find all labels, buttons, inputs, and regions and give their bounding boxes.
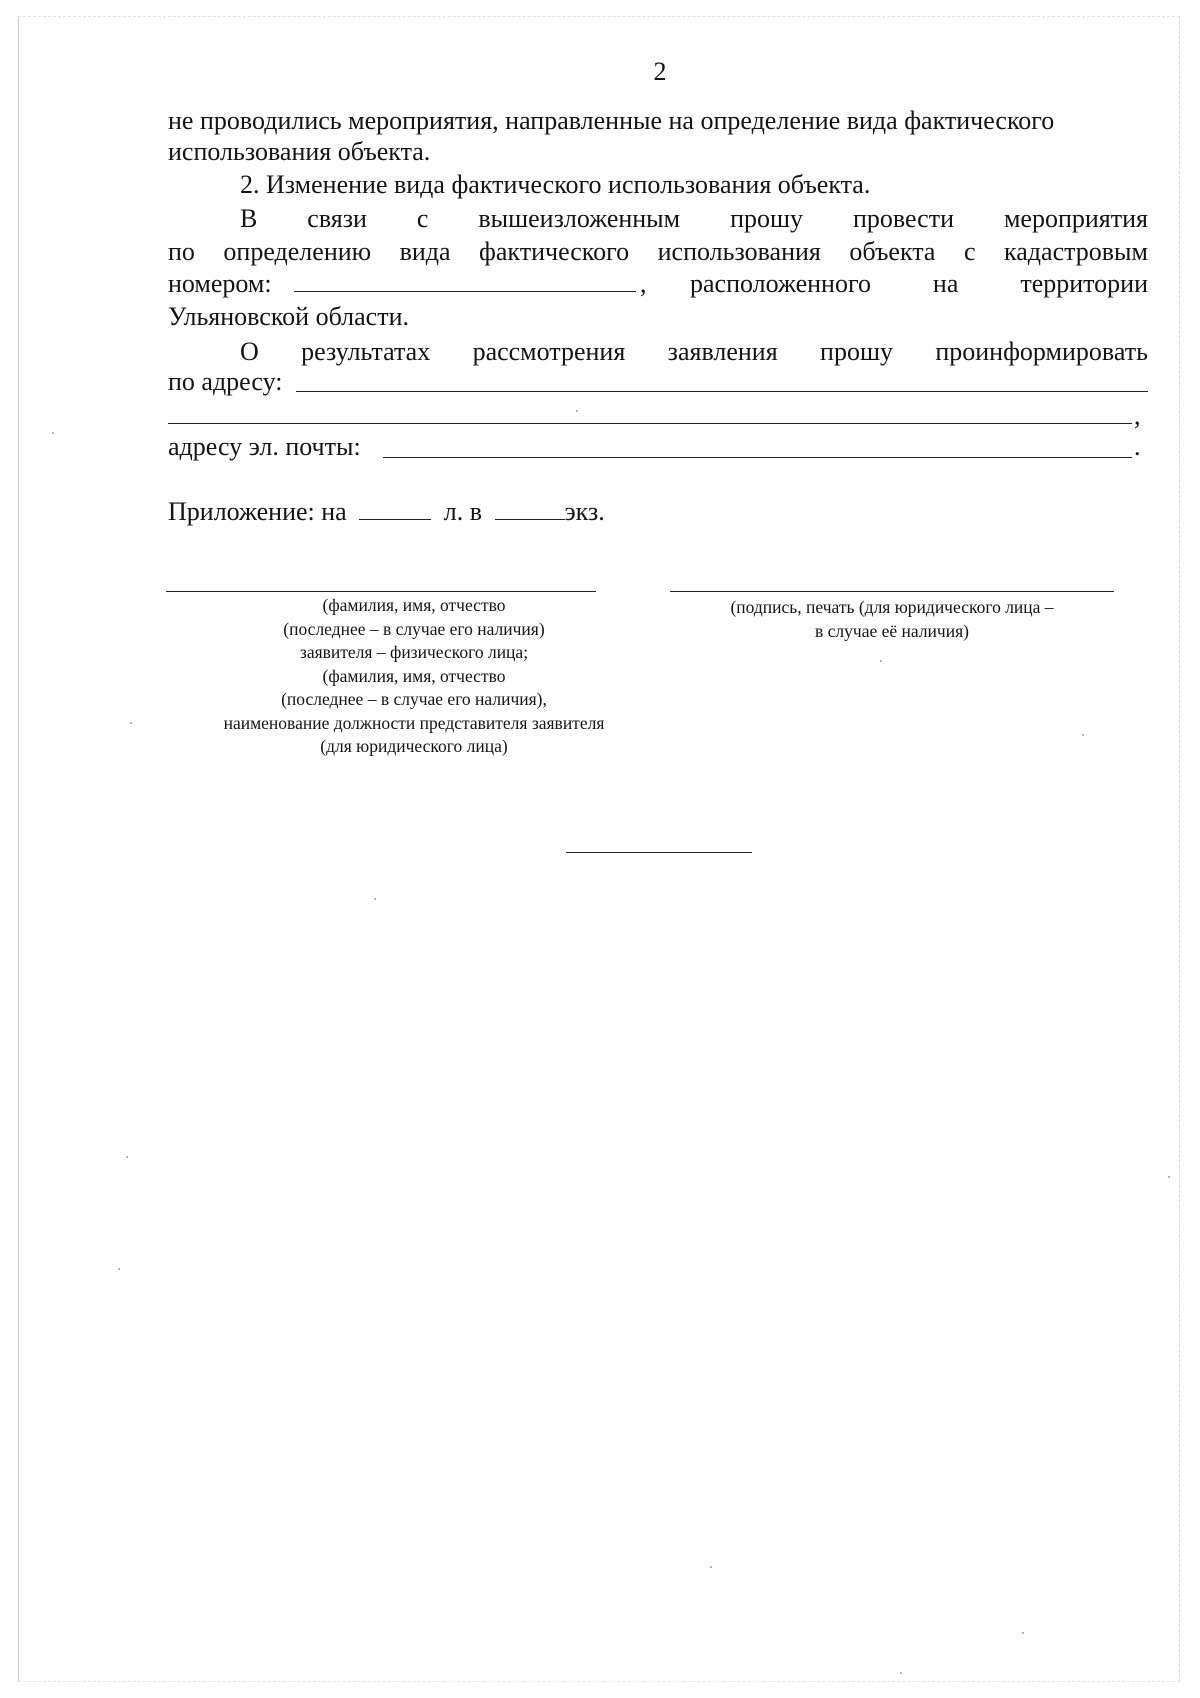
scan-speck <box>576 410 578 412</box>
word: прошу <box>820 337 893 366</box>
word: объекта <box>849 237 936 266</box>
paragraph-line-1: не проводились мероприятия, направленные на определение вида фактического <box>168 106 1055 135</box>
caption-line: (фамилия, имя, отчество <box>322 665 506 686</box>
word: на <box>932 269 959 298</box>
scan-speck <box>118 1268 120 1270</box>
scan-speck <box>900 1672 902 1674</box>
caption-line: (последнее – в случае его наличия), <box>281 689 547 709</box>
caption-line: (для юридического лица) <box>320 736 508 756</box>
right-signature-caption <box>670 596 1114 643</box>
end-divider <box>566 852 752 853</box>
section-heading: 2. Изменение вида фактического использования объекта. <box>240 170 871 199</box>
word: рассмотрения <box>472 337 626 366</box>
caption-line: (фамилия, имя, отчество <box>322 595 506 615</box>
scan-speck <box>710 1566 712 1568</box>
caption-line: (подпись, печать (для юридического лица – <box>730 597 1054 617</box>
paragraph-line-4 <box>240 203 1148 234</box>
paragraph-line-5 <box>168 236 1148 267</box>
caption-line: в случае её наличия) <box>815 620 969 641</box>
word: фактического <box>479 237 630 266</box>
scan-speck <box>1082 734 1084 736</box>
address-field-line-2[interactable] <box>168 423 1132 424</box>
comma: , <box>640 269 647 298</box>
attachment-mid: л. в <box>443 497 482 526</box>
word: прошу <box>730 204 803 233</box>
address-field-line-1[interactable] <box>296 391 1148 392</box>
word: провести <box>852 204 954 233</box>
scan-speck <box>880 660 882 662</box>
word: расположенного <box>690 269 871 298</box>
sheets-count-field[interactable] <box>359 497 431 520</box>
word: кадастровым <box>1004 237 1148 266</box>
comma: , <box>1134 401 1141 430</box>
word: с <box>416 204 429 233</box>
address-label: по адресу: <box>168 367 283 396</box>
paragraph-line-7: Ульяновской области. <box>168 302 409 331</box>
word: вида <box>399 237 451 266</box>
scan-speck <box>1022 1632 1024 1634</box>
paragraph-line-8 <box>240 336 1148 367</box>
word: мероприятия <box>1003 204 1148 233</box>
scan-speck <box>126 1156 128 1158</box>
email-field[interactable] <box>383 457 1132 458</box>
scan-speck <box>1168 1176 1170 1178</box>
scan-speck <box>130 722 132 724</box>
word: территории <box>1020 269 1148 298</box>
word: связи <box>307 204 367 233</box>
attachment-suffix: экз. <box>564 497 605 526</box>
page-number: 2 <box>653 57 667 86</box>
word: по <box>168 237 195 266</box>
word: О <box>240 337 259 366</box>
cadastral-label: номером: <box>168 269 272 298</box>
copies-count-field[interactable] <box>495 497 565 520</box>
word: вышеизложенным <box>478 204 681 233</box>
attachment-line <box>168 496 1148 527</box>
attachment-prefix: Приложение: на <box>168 497 347 526</box>
word: проинформировать <box>935 337 1148 366</box>
paragraph-line-2: использования объекта. <box>168 137 431 166</box>
caption-line: наименование должности представителя заявителя <box>223 712 605 733</box>
word: В <box>240 204 258 233</box>
word: с <box>963 237 976 266</box>
word: результатах <box>301 337 431 366</box>
caption-line: заявителя – физического лица; <box>299 642 529 662</box>
sign-seal-line[interactable] <box>670 591 1114 592</box>
period: . <box>1134 432 1141 461</box>
name-signature-line[interactable] <box>166 591 596 592</box>
cadastral-number-field[interactable] <box>294 291 636 292</box>
scan-speck <box>374 898 376 900</box>
caption-line: (последнее – в случае его наличия) <box>283 618 545 639</box>
left-signature-caption <box>166 594 662 759</box>
paragraph-line-6-tail <box>690 268 1148 299</box>
word: определению <box>223 237 372 266</box>
word: заявления <box>667 337 778 366</box>
scan-speck <box>52 432 54 434</box>
email-label: адресу эл. почты: <box>168 432 361 461</box>
word: использования <box>657 237 821 266</box>
